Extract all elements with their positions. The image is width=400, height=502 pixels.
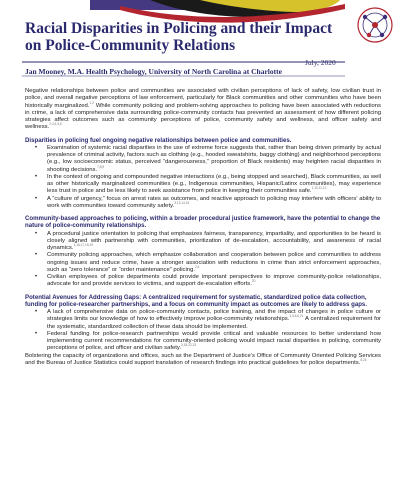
intro-text-2: While community policing and problem-solving approaches to policing have been associated with reductions in crime, a lack of comprehensive data surrounding police-community contacts has prevented an assessment of how different policing strategies affect outcomes such as community perceptions of police, community safety and wellness, and officer safety and wellness. bbox=[25, 102, 381, 131]
section-heading-addressing-gaps: Potential Avenues for Addressing Gaps: A centralized requirement for systematic, standardized police data collection, funding for police-researcher partnerships, and a focus on community impact as outcomes are likely to address gaps. bbox=[25, 293, 368, 308]
bullet-list bbox=[25, 231, 381, 289]
bullet-list bbox=[25, 145, 381, 210]
citation: 5,24 bbox=[360, 357, 367, 362]
bullet-item bbox=[47, 145, 381, 174]
closing-text: Bolstering the capacity of organizations and offices, such as the Department of Justice’s Office of Community Oriented Policing Services and the Bureau of Justice Statistics could support translation of research findings into practical guidelines for police departments. bbox=[25, 352, 381, 366]
bullet-text: Examination of systemic racial disparities in the use of extreme force suggests that, rather than being driven primarily by actual prevalence of criminal activity, factors such as clothing (e.g., hooded sweatshirts, baggy clothing) and neighborhood perceptions (e.g., low socioeconomic status, perceived “dangerousness,” proportion of Black residents) may heighten racial disparities in shooting decisions. bbox=[47, 144, 381, 173]
citation: 2,3,4,5,6 bbox=[49, 122, 62, 127]
citation: 1,3,5,6,21 bbox=[289, 314, 304, 319]
bullet-text: A “culture of urgency,” focus on arrest rates as outcomes, and reactive approach to policing may interfere with officers’ ability to work with communities toward community safety. bbox=[47, 195, 381, 209]
bullet-text: Community policing approaches, which emphasize collaboration and cooperation between police and communities to address ongoing issues and reduce crime, have a stronger association with reductions in crime than strict enforcement approaches, such as “zero tolerance” or “order maintenance” policing. bbox=[47, 252, 381, 273]
document-body bbox=[25, 88, 381, 367]
bullet-item bbox=[47, 309, 381, 331]
citation: 3,13,14,15 bbox=[174, 200, 190, 205]
bullet-text-2: A centralized requirement for the systematic, standardized collection of these data should be implemented. bbox=[47, 316, 381, 330]
bullet-list bbox=[25, 309, 381, 353]
intro-paragraph bbox=[25, 88, 381, 132]
bullet-item bbox=[47, 331, 381, 353]
bullet-text: A procedural justice orientation to policing that emphasizes fairness, transparency, impartiality, and opportunities to be heard is closely aligned with partnership with communities, prioritization of de-escalation, accountability, and awareness of racial dynamics. bbox=[47, 230, 381, 251]
section-heading-community-approaches: Community-based approaches to policing, within a broader procedural justice framework, have the potential to change the nature of police-community relationships. bbox=[25, 215, 381, 230]
citation: 1,2 bbox=[89, 100, 94, 105]
citation: 2,4 bbox=[195, 264, 200, 269]
bullet-text: Federal funding for police-research partnerships would provide critical and valuable resources to better understand how implementing current recommendations for community-oriented policing would impact racial disparities in policing, community perceptions of police, and officer and civilian safety. bbox=[47, 330, 381, 352]
closing-paragraph bbox=[25, 353, 381, 368]
intro-text: Negative relationships between police and communities are associated with civilian perceptions of lack of safety, low civilian trust in police, and overall negative perceptions of law enforcement, particularly for Black communities and other communities who have been historically marginalized. bbox=[25, 88, 381, 109]
citation: 20 bbox=[251, 279, 256, 284]
bullet-item bbox=[47, 174, 381, 196]
citation: 1,10,11,12 bbox=[311, 186, 327, 191]
citation: 7,8,9 bbox=[97, 164, 105, 169]
bullet-item bbox=[47, 231, 381, 253]
date-label: July, 2020 bbox=[305, 58, 336, 67]
bullet-item bbox=[47, 196, 381, 211]
bullet-text: Civilian employees of police departments could provide important perspectives to improve community-police relationships, advocate for and provide services to victims, and support de-escalation efforts. bbox=[47, 274, 381, 288]
bullet-text: In the context of ongoing and compounded negative interactions (e.g., being stopped and searched), Black communities, as well as other historically marginalized communities (e.g., Indigenous communities, Hispanic/Latinx communities), may experience less trust in police and be less likely to seek assistance from police in keeping their communities safe. bbox=[47, 173, 382, 195]
citation: 3,18,22,23 bbox=[181, 343, 197, 348]
citation: 1,16,17,18,19 bbox=[73, 243, 94, 248]
author-label: Jan Mooney, M.A. Health Psychology, University of North Carolina at Charlotte bbox=[25, 67, 282, 76]
molecule-network-logo bbox=[355, 5, 395, 45]
bullet-item bbox=[47, 274, 381, 289]
section-heading-disparities: Disparities in policing fuel ongoing negative relationships between police and communities. bbox=[25, 136, 292, 144]
header-banner bbox=[0, 0, 400, 85]
bullet-item bbox=[47, 252, 381, 274]
page-title: Racial Disparities in Policing and their Impact on Police-Community Relations bbox=[25, 20, 333, 54]
bullet-text: A lack of comprehensive data on police-community contacts, police training, and the impact of changes in police culture or strategies limits our knowledge of how to effectively improve police-community relationships. bbox=[47, 309, 381, 323]
